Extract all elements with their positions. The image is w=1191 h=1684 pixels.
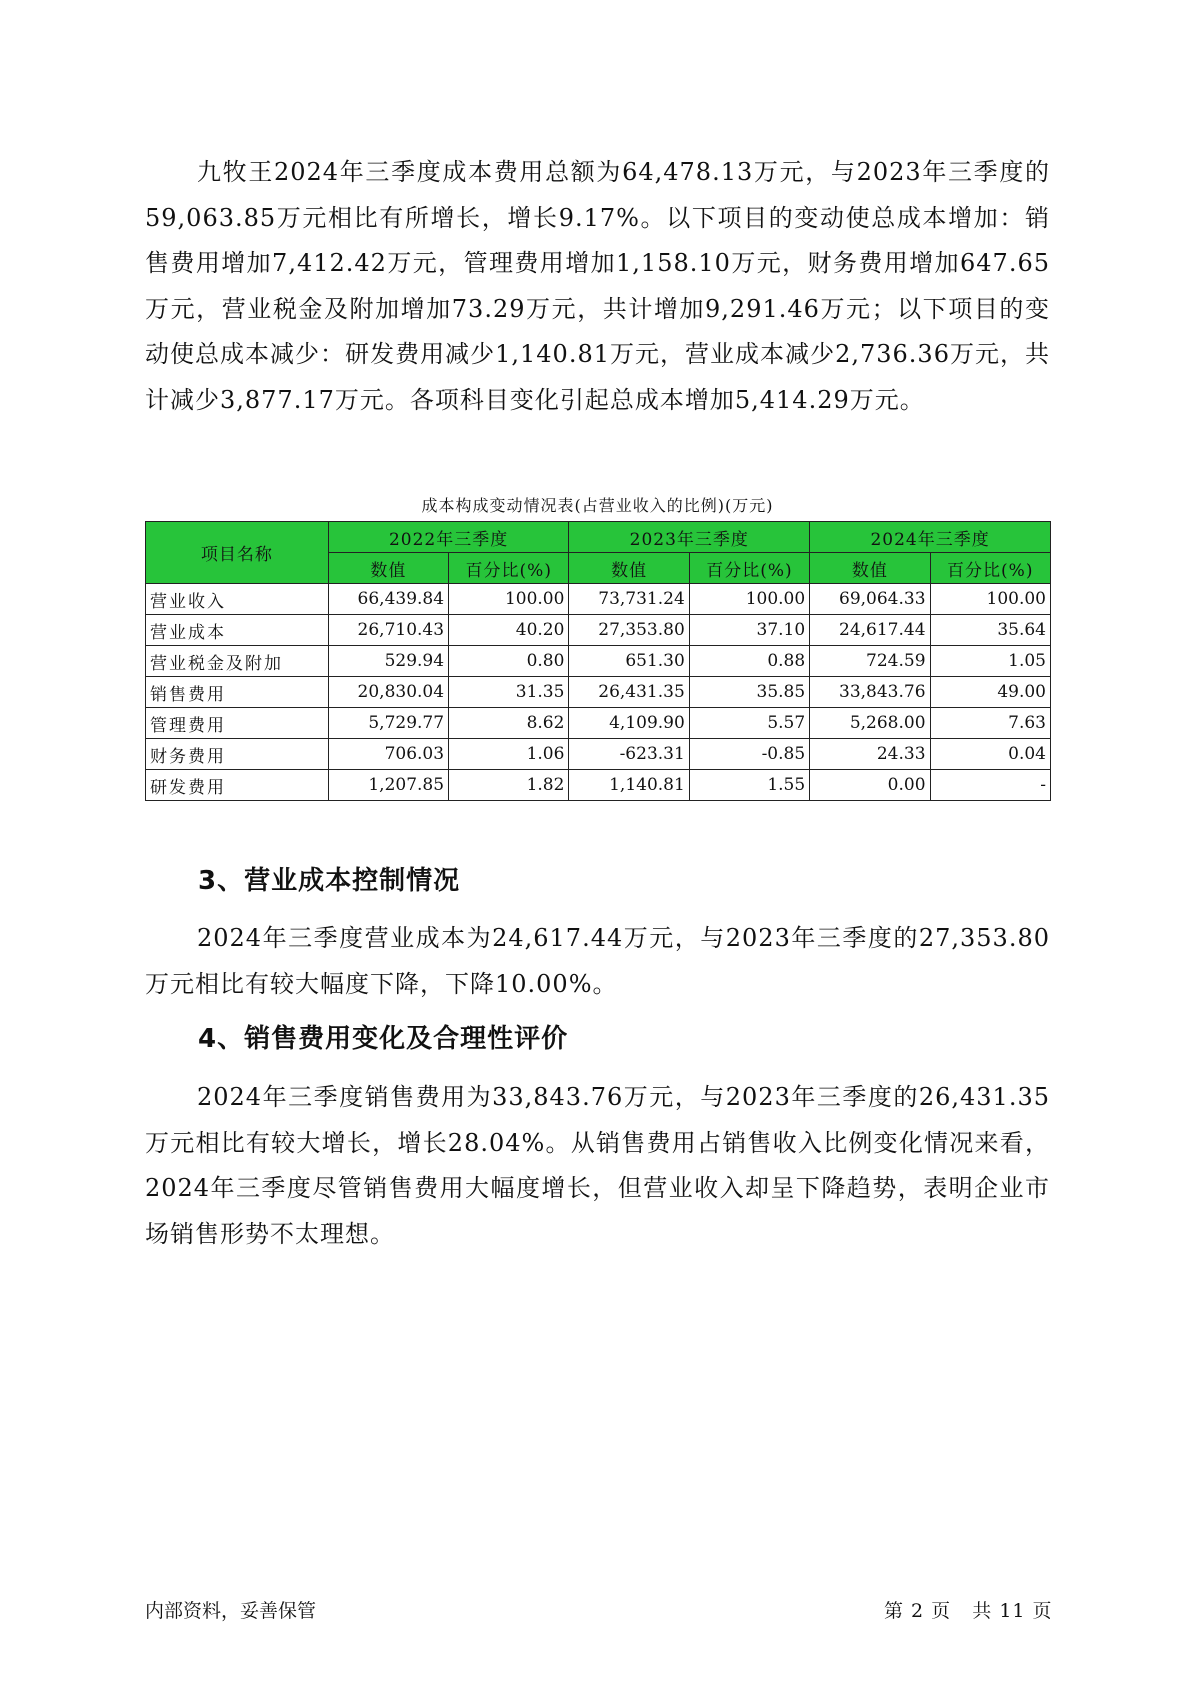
pct-cell: 8.62: [449, 708, 569, 739]
value-cell: 33,843.76: [810, 677, 930, 708]
cost-summary-paragraph: 九牧王2024年三季度成本费用总额为64,478.13万元，与2023年三季度的59,063.85万元相比有所增长，增长9.17%。以下项目的变动使总成本增加：销售费用增加7,412.42万元，管理费用增加1,158.10万元，财务费用增加647.65万元，营业税金及附加增加73.29万元，共计增加9,291.46万元；以下项目的变动使总成本减少：研发费用减少1,140.81万元，营业成本减少2,736.36万元，共计减少3,877.17万元。各项科目变化引起总成本增加5,414.29万元。: [145, 158, 1050, 414]
value-cell: 69,064.33: [810, 584, 930, 615]
value-cell: 529.94: [328, 646, 448, 677]
section-heading-cost-control: 3、营业成本控制情况: [198, 866, 461, 896]
pct-header: 百分比(%): [689, 553, 809, 584]
table-row: [146, 739, 1051, 770]
table-row: [146, 708, 1051, 739]
pct-cell: 100.00: [930, 584, 1050, 615]
row-item-name: 营业税金及附加: [146, 646, 329, 677]
row-item-name: 营业成本: [146, 615, 329, 646]
row-item-name: 研发费用: [146, 770, 329, 801]
value-cell: 20,830.04: [328, 677, 448, 708]
pct-cell: 35.64: [930, 615, 1050, 646]
pct-header: 百分比(%): [930, 553, 1050, 584]
row-item-name: 销售费用: [146, 677, 329, 708]
pct-cell: 0.80: [449, 646, 569, 677]
value-header: 数值: [569, 553, 689, 584]
row-item-name: 财务费用: [146, 739, 329, 770]
pct-cell: 1.06: [449, 739, 569, 770]
value-cell: 26,710.43: [328, 615, 448, 646]
footer-confidential-note: 内部资料，妥善保管: [145, 1600, 317, 1622]
pct-cell: 1.82: [449, 770, 569, 801]
table-row: [146, 770, 1051, 801]
pct-cell: -0.85: [689, 739, 809, 770]
pct-cell: -: [930, 770, 1050, 801]
value-header: 数值: [810, 553, 930, 584]
table-caption: 成本构成变动情况表(占营业收入的比例)(万元): [421, 496, 774, 515]
table-row: [146, 677, 1051, 708]
row-item-name: 营业收入: [146, 584, 329, 615]
pct-cell: 49.00: [930, 677, 1050, 708]
pct-cell: 7.63: [930, 708, 1050, 739]
value-cell: 0.00: [810, 770, 930, 801]
value-cell: 724.59: [810, 646, 930, 677]
pct-cell: 37.10: [689, 615, 809, 646]
pct-cell: 5.57: [689, 708, 809, 739]
value-cell: -623.31: [569, 739, 689, 770]
operating-cost-paragraph: 2024年三季度营业成本为24,617.44万元，与2023年三季度的27,353.80万元相比有较大幅度下降，下降10.00%。: [145, 924, 1050, 998]
cost-structure-table: [145, 521, 1051, 801]
sales-expense-paragraph: 2024年三季度销售费用为33,843.76万元，与2023年三季度的26,431.35万元相比有较大增长，增长28.04%。从销售费用占销售收入比例变化情况来看，2024年三季度尽管销售费用大幅度增长，但营业收入却呈下降趋势，表明企业市场销售形势不太理想。: [145, 1083, 1050, 1248]
value-cell: 706.03: [328, 739, 448, 770]
value-cell: 24.33: [810, 739, 930, 770]
row-item-name: 管理费用: [146, 708, 329, 739]
period-header: 2024年三季度: [810, 522, 1051, 553]
value-cell: 24,617.44: [810, 615, 930, 646]
pct-cell: 100.00: [689, 584, 809, 615]
pct-cell: 100.00: [449, 584, 569, 615]
period-header: 2022年三季度: [328, 522, 569, 553]
value-cell: 73,731.24: [569, 584, 689, 615]
table-row: [146, 615, 1051, 646]
table-row: [146, 584, 1051, 615]
value-cell: 1,207.85: [328, 770, 448, 801]
item-name-header: 项目名称: [146, 522, 329, 584]
pct-cell: 0.88: [689, 646, 809, 677]
pct-cell: 31.35: [449, 677, 569, 708]
pct-cell: 1.05: [930, 646, 1050, 677]
value-cell: 27,353.80: [569, 615, 689, 646]
table-header-row: [146, 522, 1051, 553]
pct-cell: 35.85: [689, 677, 809, 708]
pct-header: 百分比(%): [449, 553, 569, 584]
pct-cell: 0.04: [930, 739, 1050, 770]
value-cell: 1,140.81: [569, 770, 689, 801]
section-heading-sales-expense: 4、销售费用变化及合理性评价: [198, 1024, 569, 1054]
table-body: [146, 584, 1051, 801]
pct-cell: 40.20: [449, 615, 569, 646]
value-cell: 5,729.77: [328, 708, 448, 739]
value-cell: 26,431.35: [569, 677, 689, 708]
period-header: 2023年三季度: [569, 522, 810, 553]
pct-cell: 1.55: [689, 770, 809, 801]
value-cell: 4,109.90: [569, 708, 689, 739]
value-cell: 651.30: [569, 646, 689, 677]
footer-page-number: 第 2 页 共 11 页: [884, 1600, 1053, 1622]
table-row: [146, 646, 1051, 677]
value-cell: 5,268.00: [810, 708, 930, 739]
value-cell: 66,439.84: [328, 584, 448, 615]
value-header: 数值: [328, 553, 448, 584]
